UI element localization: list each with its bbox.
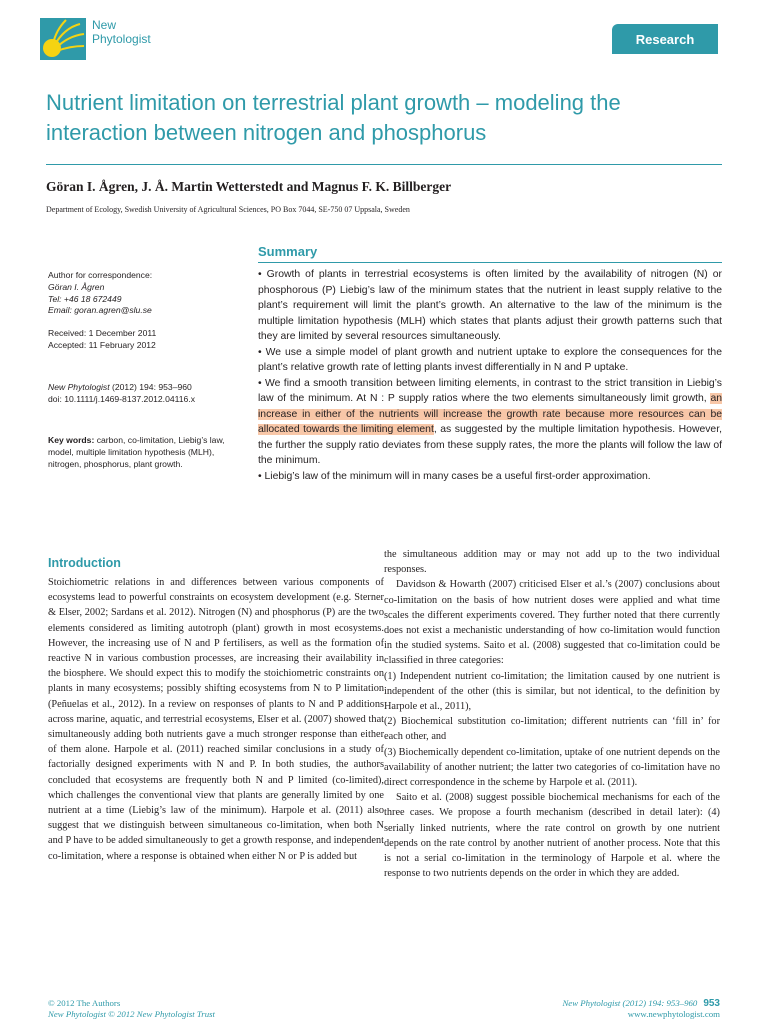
summary-bullet-2: • We use a simple model of plant growth and nutrient uptake to explore the consequences for the plant’s relative growth rate of letting plants invest differentially in N and P uptake.: [258, 346, 722, 373]
title-line-2: interaction between nitrogen and phosphorus: [46, 120, 487, 145]
copyright-line-1: © 2012 The Authors: [48, 998, 121, 1008]
journal-url[interactable]: www.newphytologist.com: [627, 1009, 720, 1019]
correspondence-label: Author for correspondence:: [48, 270, 153, 280]
summary-bullet-3-start: • We find a smooth transition between limiting elements, in contrast to the strict transition in Liebig’s law of the minimum. At N : P supply ratios where the two elements simultaneously limit growth,: [258, 377, 722, 404]
author-list: Göran I. Ågren, J. Å. Martin Wetterstedt and Magnus F. K. Billberger: [46, 179, 452, 194]
journal-logo-icon: [40, 18, 86, 60]
summary-bullet-4: • Liebig’s law of the minimum will in many cases be a useful first-order approximation.: [258, 470, 651, 482]
body-column-left: [48, 575, 384, 864]
received-date: Received: 1 December 2011: [48, 328, 157, 339]
summary-text: [258, 267, 722, 484]
summary-bullet-3: [258, 376, 722, 469]
keywords-label: Key words:: [48, 435, 95, 446]
doi[interactable]: doi: 10.1111/j.1469-8137.2012.04116.x: [48, 393, 196, 404]
correspondence-email[interactable]: Email: goran.agren@slu.se: [48, 305, 152, 316]
category-2: (2) Biochemical substitution co-limitation; different nutrients can ‘fill in’ for each other, and: [384, 716, 720, 743]
intro-paragraph-3: Davidson & Howarth (2007) criticised Elser et al.’s (2007) conclusions about co-limitation on the basis of how nutrient doses were applied and what time scales the different experiments covered. They further noted that there currently does not exist a mechanistic understanding of how co-limitation would function in the studied systems. Saito et al. (2008) suggested that co-limitation could be classified in three categories:: [384, 579, 720, 667]
journal-name-line2: Phytologist: [92, 32, 151, 46]
introduction-heading: Introduction: [48, 556, 121, 570]
summary-heading: Summary: [258, 244, 318, 259]
accepted-date: Accepted: 11 February 2012: [48, 339, 156, 350]
category-1: (1) Independent nutrient co-limitation; the limitation caused by one nutrient is independent of the other (this is similar, but not identical, to the definition by Harpole et al., 2011),: [384, 670, 720, 713]
footer-copyright: [48, 998, 215, 1020]
citation-journal: New Phytologist: [48, 381, 110, 392]
footer-citation: [480, 998, 720, 1020]
keywords-list: carbon, co-limitation, Liebig’s law, model, multiple limitation hypothesis (MLH), nitrogen, phosphorus, plant growth.: [48, 435, 225, 469]
section-tab: Research: [612, 24, 718, 54]
journal-name: [92, 18, 151, 46]
page-number: 953: [703, 998, 720, 1009]
category-3: (3) Biochemically dependent co-limitation, uptake of one nutrient depends on the availability of another nutrient; the latter two categories of co-limitation have no direct correspondence in the scheme by Harpole et al. (2011).: [384, 746, 720, 789]
summary-bullet-3-end: , as suggested by the multiple limitation hypothesis. However, the further the supply ratio deviates from these supply rates, the more the plants will follow the law of the minimum.: [258, 424, 722, 466]
title-divider: [46, 164, 722, 165]
correspondence-tel: Tel: +46 18 672449: [48, 293, 122, 304]
journal-name-line1: New: [92, 18, 117, 32]
highlighted-text[interactable]: an increase in either of the nutrients will increase the growth rate because more resources can be allocated towards the limiting element: [258, 393, 722, 435]
copyright-line-2: New Phytologist © 2012 New Phytologist Trust: [48, 1009, 215, 1019]
citation-volume: (2012) 194: 953–960: [109, 381, 192, 392]
affiliation: Department of Ecology, Swedish University of Agricultural Sciences, PO Box 7044, SE-750 07 Uppsala, Sweden: [46, 205, 410, 214]
article-title: [46, 88, 726, 148]
article-info-sidebar: [48, 270, 248, 471]
correspondence-name: Göran I. Ågren: [48, 281, 105, 292]
title-line-1: Nutrient limitation on terrestrial plant growth – modeling the: [46, 90, 621, 115]
body-column-right: [384, 547, 720, 881]
footer-citation-text: New Phytologist (2012) 194: 953–960: [562, 998, 698, 1008]
intro-paragraph-1: Stoichiometric relations in and differences between various components of ecosystems lead to powerful constraints on ecosystem development (e.g. Sterner & Elser, 2002; Sardans et al. 2012). Nitrogen (N) and phosphorus (P) are the two elements considered as limiting autotroph (plant) growth in most ecosystems. However, the increasing use of N and P fertilisers, as well as the formation of reactive N in various combustion processes, are increasing their availability in the biosphere. We should expect this to modify the stoichiometric constraints on plants in many ecosystems; possibly shifting ecosystems from N to P limitation (Peñuelas et al., 2012). In a review on responses of plants to N and P additions across marine, aquatic, and terrestrial ecosystems, Elser et al. (2007) showed that simultaneously adding both nutrients gave a much stronger response than either of them alone. Harpole et al. (2011) reached similar conclusions in a study of factorially designed experiments with N and P. In both studies, the authors concluded that ecosystems are frequently both N and P limited (co-limited), which challenges the conventional view that plants are generally limited by one nutrient at a time (Liebig’s law of the minimum). Harpole et al. (2011) also suggest that we distinguish between simultaneous co-limitation, when both N and P have to be added simultaneously to get a growth response, and independent co-limitation, where a response is obtained when either N or P is added but: [48, 577, 384, 862]
summary-divider: [258, 262, 722, 263]
intro-paragraph-4: Saito et al. (2008) suggest possible biochemical mechanisms for each of the three cases. We propose a fourth mechanism (described in detail later): (4) serially linked nutrients, where the rate control on growth by one nutrient depends on the rate control by another nutrient of another process. Note that this is not a serial co-limitation in the terminology of Harpole et al. where the response to two nutrients depends on the order in which they are added.: [384, 792, 720, 880]
citation: [48, 382, 248, 394]
summary-bullet-1: • Growth of plants in terrestrial ecosystems is often limited by the availability of nitrogen (N) or phosphorous (P) Liebig’s law of the minimum states that the nutrient in least supply relative to the plant’s requirement will limit the plant’s growth. An alternative to the law of the minimum is the multiple limitation hypothesis (MLH) which states that plants adjust their growth patterns such that they are limited by several resources simultaneously.: [258, 269, 722, 342]
intro-paragraph-2: the simultaneous addition may or may not add up to the two individual responses.: [384, 549, 720, 576]
keywords: [48, 435, 248, 470]
